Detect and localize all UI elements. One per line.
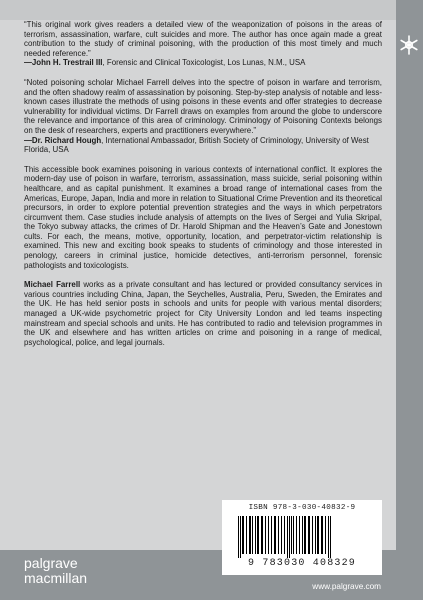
barcode-bar — [330, 516, 331, 558]
isbn-label: ISBN 978-3-030-40832-9 — [248, 504, 356, 512]
review-2-quote: “Noted poisoning scholar Michael Farrell delves into the spectre of poison in warfare and terrorism, and the often shadowy realm of assassination by poisoning. Step-by-step analysis of notable and less-known cases illustrate the methods of using poisons in these events and offer strategies to decrease vulnerability for individual victims. Dr Farrell draws on examples from around the globe to underscore the relevance and importance of this area of criminology. Criminology of Poisoning Contexts belongs on the desk of researchers, experts and practitioners everywhere.” — [24, 77, 382, 135]
barcode-bar — [321, 516, 323, 554]
barcode-bar — [268, 516, 269, 554]
publisher-url: www.palgrave.com — [312, 582, 381, 591]
barcode-bar — [296, 516, 297, 554]
back-cover-text — [24, 20, 382, 347]
barcode-bar — [304, 516, 306, 554]
barcode-bar — [325, 516, 326, 554]
publisher-mark-icon — [398, 34, 420, 56]
barcode-bar — [278, 516, 279, 554]
barcode-bar — [287, 516, 288, 558]
barcode-digits: 9 783030 408329 — [247, 558, 356, 569]
author-bio — [24, 280, 382, 347]
publisher-name-line2: macmillan — [24, 570, 88, 586]
publisher-name-line1: palgrave — [24, 555, 78, 571]
author-bio-text: works as a private consultant and has lectured or provided consultancy services in various countries including China, Japan, the Seychelles, Australia, Peru, Sweden, the Emirates and the UK. He has held senior posts in schools and units for people with various mental disorders; managed a UK-wide psychometric project for City University London and led teams inspecting mainstream and special schools and units. He has contributed to radio and television programmes in the UK and elsewhere and has written articles on crime and poisoning in a range of medical, psychological, police, and legal journals. — [24, 280, 382, 347]
barcode-bar — [274, 516, 276, 554]
barcode-bar — [249, 516, 251, 554]
review-2-attribution — [24, 136, 382, 155]
barcode-box — [222, 500, 382, 575]
review-1-quote: “This original work gives readers a detailed view of the weaponization of poisons in the areas of terrorism, assassination, warfare, cult suicides and more. The author has once again made a great contribution to the study of criminal poisoning, with the production of this most timely and much needed reference.” — [24, 20, 382, 58]
barcode-bar — [271, 516, 272, 554]
author-name: Michael Farrell — [24, 280, 81, 290]
barcode-bar — [255, 516, 256, 554]
barcode-bar — [312, 516, 313, 554]
barcode-bar — [317, 516, 319, 554]
spine-strip — [396, 0, 423, 600]
review-1-attribution — [24, 58, 382, 68]
publisher-logo — [24, 556, 87, 586]
barcode-bar — [281, 516, 282, 554]
barcode-bar — [308, 516, 310, 554]
barcode-bar — [328, 516, 329, 558]
book-description: This accessible book examines poisoning in various contexts of international conflict. It explores the modern-day use of poison in warfare, terrorism, assassination, mass suicide, serial poisoning within healthcare, and as capital punishment. It examines a broad range of international cases from the Americas, Europe, Japan, India and more in relation to Situational Crime Prevention and its theoretical precursors, in order to explore potential prevention strategies and the ways in which perpetrators circumvent them. Case studies include analysis of attempts on the lives of Sergei and Yulia Skripal, the Tokyo subway attacks, the crimes of Dr. Harold Shipman and the Heaven’s Gate and Jonestown cults. For each, the means, motive, opportunity, location, and perpetrator-victim relationship is examined. This new and exciting book speaks to students of criminology and those interested in penology, careers in criminal justice, homicide detectives, anti-terrorism personnel, forensic pathologists and toxicologists. — [24, 164, 382, 270]
barcode-bar — [246, 516, 247, 554]
barcode-bar — [240, 516, 241, 558]
barcode-bar — [293, 516, 294, 554]
barcode-bar — [252, 516, 253, 554]
review-1-name: —John H. Trestrail III — [24, 58, 103, 68]
review-1-affiliation: , Forensic and Clinical Toxicologist, Los Lunas, N.M., USA — [102, 58, 306, 68]
barcode-image — [236, 516, 368, 558]
barcode-bar — [261, 516, 263, 554]
cover-top-band — [0, 0, 396, 20]
review-2-name: —Dr. Richard Hough — [24, 135, 102, 145]
review-2-affiliation: , International Ambassador, British Society of Criminology, University of West Florida, USA — [24, 135, 369, 155]
barcode-bar — [289, 516, 290, 558]
barcode-bar — [315, 516, 316, 554]
barcode-bar — [257, 516, 259, 554]
review-1 — [24, 20, 382, 68]
barcode-bar — [242, 516, 244, 554]
barcode-bar — [238, 516, 239, 558]
barcode-bar — [302, 516, 303, 554]
barcode-bar — [284, 516, 285, 554]
barcode-bar — [265, 516, 266, 554]
barcode-bar — [291, 516, 292, 554]
review-2 — [24, 78, 382, 155]
barcode-bar — [299, 516, 300, 554]
